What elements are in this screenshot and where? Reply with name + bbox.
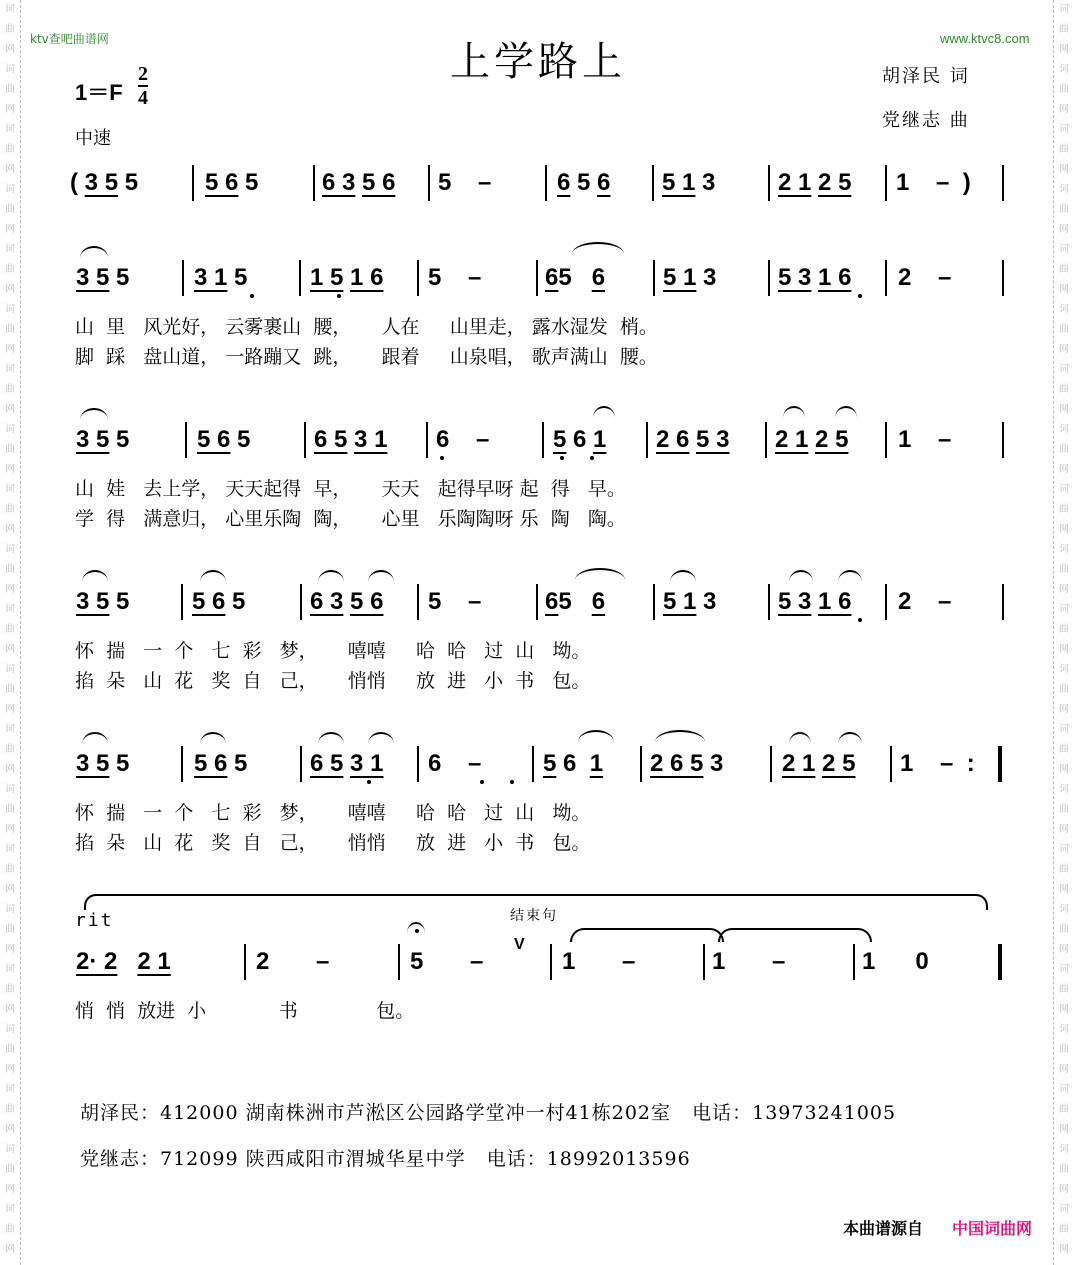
lyrics-coda: 悄 悄 放进 小 书 包。	[75, 1000, 415, 1022]
watermark-text: 词 曲 网	[1059, 1024, 1069, 1075]
watermark-text: 词 曲 网	[5, 244, 15, 295]
watermark-text: 词 曲 网	[5, 1144, 15, 1195]
breath-mark: V	[514, 936, 525, 953]
watermark-text: 词 曲 网	[1059, 1204, 1069, 1255]
watermark-text: 词 曲 网	[5, 124, 15, 175]
side-watermark-right	[1053, 0, 1074, 1265]
watermark-text: 词 曲 网	[1059, 124, 1069, 175]
side-watermark-left	[0, 0, 21, 1265]
watermark-text: 词 曲 网	[1059, 244, 1069, 295]
watermark-text: 词 曲 网	[5, 1024, 15, 1075]
site-watermark-left: ktv查吧曲谱网	[30, 32, 109, 46]
watermark-text: 词 曲 网	[1059, 964, 1069, 1015]
tie	[718, 928, 872, 942]
score-row-intro	[70, 163, 1010, 203]
lyrics-line2-verse2: 学 得 满意归， 心里乐陶 陶， 心里 乐陶陶呀 乐 陶 陶。	[75, 508, 626, 530]
watermark-text: 词 曲 网	[5, 544, 15, 595]
measure: 6 3 5 6	[322, 169, 396, 196]
watermark-text: 词 曲 网	[5, 664, 15, 715]
watermark-text: 词 曲 网	[1059, 424, 1069, 475]
watermark-text: 词 曲 网	[1059, 184, 1069, 235]
watermark-text: 词 曲 网	[1059, 784, 1069, 835]
contact-composer: 党继志：712099 陕西咸阳市渭城华星中学 电话：18992013596	[80, 1148, 691, 1170]
source-label: 本曲谱源自	[843, 1219, 924, 1238]
song-title: 上学路上	[450, 39, 626, 85]
measure: 2 1 2 5	[778, 169, 852, 196]
watermark-text: 词 曲 网	[5, 4, 15, 55]
watermark-text: 词 曲 网	[1059, 364, 1069, 415]
time-signature: 2 4	[138, 63, 148, 109]
tempo-marking: 中速	[75, 128, 111, 149]
watermark-text: 词 曲 网	[1059, 1144, 1069, 1195]
key-signature: 1＝F	[75, 80, 123, 105]
watermark-text: 词 曲 网	[5, 424, 15, 475]
fermata-dot	[415, 929, 419, 933]
measure: 5 1 3	[662, 169, 716, 196]
watermark-text: 词 曲 网	[1059, 664, 1069, 715]
score-row-1: 3 5 5 3 1 5 1 5 1 6 5 – 65 6 5 1 3 5 3 1 6 2 –	[70, 258, 1010, 298]
watermark-text: 词 曲 网	[1059, 64, 1069, 115]
watermark-text: 词 曲 网	[1059, 304, 1069, 355]
measure: 1 – )	[896, 169, 971, 196]
watermark-text: 词 曲 网	[5, 904, 15, 955]
score-row-coda: 2· 2 2 1 2 – 5 – 1 – 1 – 1 0	[70, 942, 1010, 982]
watermark-text: 词 曲 网	[1059, 544, 1069, 595]
watermark-text: 词 曲 网	[1059, 904, 1069, 955]
lyricist-credit: 胡泽民 词	[882, 66, 970, 87]
score-row-4: 3 5 5 5 6 5 6 5 3 1 6 – 5 6 1 2 6 5 3 2 1 2 5 1 – :	[70, 744, 1010, 784]
score-row-3: 3 5 5 5 6 5 6 3 5 6 5 – 65 6 5 1 3 5 3 1 6 2 –	[70, 582, 1010, 622]
watermark-text: 词 曲 网	[5, 64, 15, 115]
watermark-text: 词 曲 网	[1059, 724, 1069, 775]
watermark-text: 词 曲 网	[5, 1084, 15, 1135]
end-phrase-label: 结束句	[510, 908, 558, 924]
watermark-text: 词 曲 网	[5, 724, 15, 775]
watermark-text: 词 曲 网	[1059, 4, 1069, 55]
watermark-text: 词 曲 网	[1059, 604, 1069, 655]
score-row-2: 3 5 5 5 6 5 6 5 3 1 6 – 5 6 1 2 6 5 3 2 1 2 5 1 –	[70, 420, 1010, 460]
watermark-text: 词 曲 网	[5, 964, 15, 1015]
watermark-text: 词 曲 网	[5, 184, 15, 235]
rit-marking: rit	[75, 910, 114, 931]
measure: 6 5 6	[557, 169, 611, 196]
source-site-link[interactable]: 中国词曲网	[952, 1219, 1033, 1238]
watermark-text: 词 曲 网	[5, 364, 15, 415]
watermark-text: 词 曲 网	[5, 604, 15, 655]
measure: 5 6 5	[205, 169, 259, 196]
watermark-text: 词 曲 网	[1059, 484, 1069, 535]
lyrics-line4-verse1: 怀 揣 一 个 七 彩 梦， 嘻嘻 哈 哈 过 山 坳。	[75, 802, 591, 824]
composer-credit: 党继志 曲	[882, 110, 970, 131]
watermark-text: 词 曲 网	[1059, 844, 1069, 895]
watermark-text: 词 曲 网	[5, 784, 15, 835]
watermark-text: 词 曲 网	[1059, 1084, 1069, 1135]
lyrics-line1-verse1: 山 里 风光好， 云雾裹山 腰， 人在 山里走， 露水湿发 梢。	[75, 316, 658, 338]
lyrics-line1-verse2: 脚 踩 盘山道， 一路蹦又 跳， 跟着 山泉唱， 歌声满山 腰。	[75, 346, 658, 368]
watermark-text: 词 曲 网	[5, 304, 15, 355]
watermark-text: 词 曲 网	[5, 844, 15, 895]
site-watermark-right: www.ktvc8.com	[940, 31, 1030, 46]
lyrics-line2-verse1: 山 娃 去上学， 天天起得 早， 天天 起得早呀 起 得 早。	[75, 478, 626, 500]
watermark-text: 词 曲 网	[5, 1204, 15, 1255]
measure: ( 3 5 5	[70, 169, 139, 196]
lyrics-line4-verse2: 掐 朵 山 花 奖 自 己， 悄悄 放 进 小 书 包。	[75, 832, 591, 854]
contact-lyricist: 胡泽民：412000 湖南株洲市芦淞区公园路学堂冲一村41栋202室 电话：13973241005	[80, 1102, 897, 1124]
watermark-text: 词 曲 网	[5, 484, 15, 535]
tie	[570, 928, 724, 942]
lyrics-line3-verse2: 掐 朵 山 花 奖 自 己， 悄悄 放 进 小 书 包。	[75, 670, 591, 692]
lyrics-line3-verse1: 怀 揣 一 个 七 彩 梦， 嘻嘻 哈 哈 过 山 坳。	[75, 640, 591, 662]
measure: 5 –	[438, 169, 492, 196]
